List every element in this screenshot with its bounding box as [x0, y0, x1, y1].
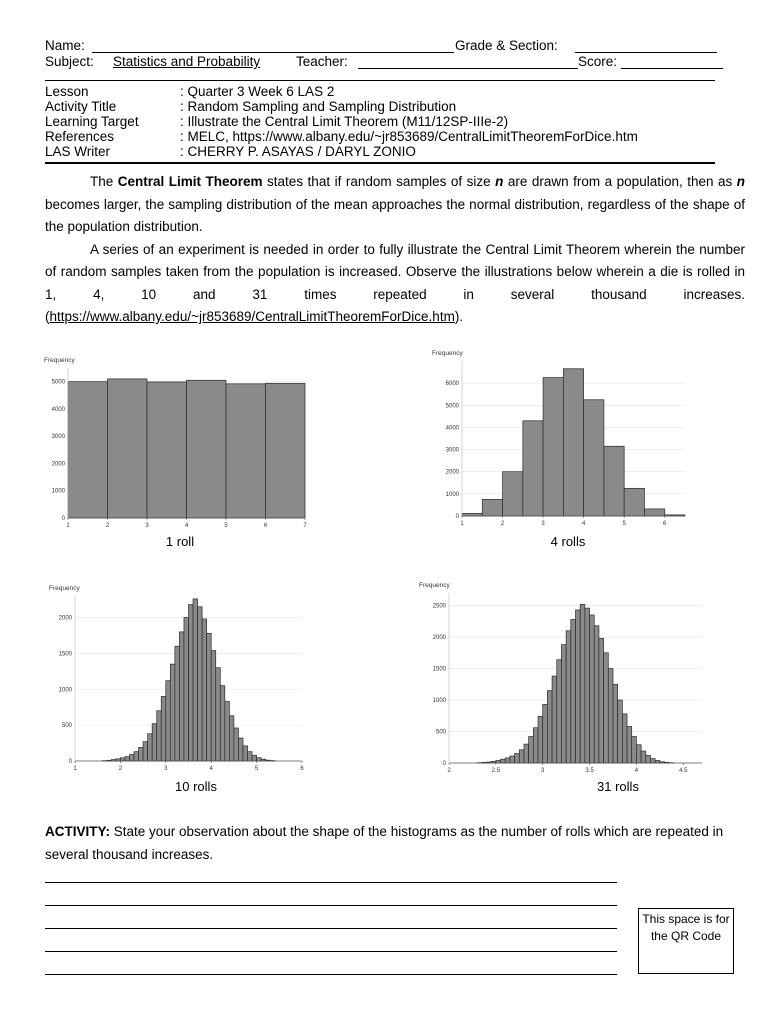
x-tick-label: 2	[500, 521, 505, 527]
histogram-bar	[510, 756, 515, 763]
histogram-bar	[179, 632, 184, 761]
answer-line[interactable]	[45, 951, 617, 952]
histogram-bar	[604, 446, 624, 516]
histogram-bar	[198, 607, 203, 761]
y-axis-label: Frequency	[49, 585, 80, 592]
histogram-bar	[68, 382, 108, 518]
histogram-bar	[503, 472, 523, 516]
info-divider	[45, 162, 715, 164]
histogram-bar	[622, 714, 627, 763]
histogram-4-rolls	[428, 333, 693, 528]
histogram-bar	[152, 724, 157, 761]
x-tick-label: 6	[663, 521, 667, 527]
histogram-bar	[571, 619, 576, 763]
histogram-bar	[257, 758, 262, 761]
score-label: Score:	[578, 54, 618, 69]
y-tick-label: 2000	[432, 635, 446, 642]
grade-label: Grade & Section:	[455, 38, 558, 53]
histogram-bar	[147, 382, 187, 518]
histogram-bar	[252, 755, 257, 761]
y-tick-label: 0	[455, 514, 459, 520]
x-tick-label: 3	[145, 523, 149, 529]
subject-value: Statistics and Probability	[113, 54, 261, 69]
y-tick-label: 4000	[445, 425, 459, 432]
histogram-bar	[220, 686, 225, 761]
histogram-bar	[193, 599, 198, 761]
histogram-bar	[608, 669, 613, 763]
histogram-bar	[538, 716, 543, 763]
y-tick-label: 1000	[51, 488, 65, 495]
y-tick-label: 0	[442, 761, 446, 767]
histogram-bar	[161, 696, 166, 761]
y-tick-label: 3000	[51, 434, 65, 441]
histogram-bar	[533, 728, 538, 763]
histogram-bar	[523, 421, 543, 516]
x-tick-label: 5	[224, 523, 228, 529]
histogram-bar	[482, 499, 502, 516]
histogram-bar	[641, 751, 646, 763]
x-tick-label: 5	[254, 766, 259, 772]
histogram-bar	[120, 758, 125, 761]
x-tick-label: 4.5	[679, 768, 688, 774]
histogram-bar	[184, 618, 189, 761]
histogram-bar	[129, 755, 134, 761]
x-tick-label: 4	[209, 766, 213, 772]
y-tick-label: 2000	[58, 615, 72, 622]
x-tick-label: 4	[634, 768, 639, 774]
answer-line[interactable]	[45, 905, 617, 906]
histogram-bar	[148, 734, 153, 761]
histogram-bar	[644, 509, 664, 516]
histogram-bar	[599, 638, 604, 763]
x-tick-label: 4	[581, 521, 586, 527]
y-tick-label: 5000	[51, 379, 65, 386]
x-tick-label: 6	[263, 523, 268, 529]
subject-label: Subject:	[45, 54, 94, 69]
teacher-line[interactable]	[358, 68, 578, 69]
chart-caption: 1 roll	[165, 534, 195, 549]
histogram-bar	[547, 691, 552, 763]
y-tick-label: 6000	[445, 381, 459, 388]
histogram-bar	[529, 737, 534, 763]
histogram-bar	[157, 711, 162, 761]
x-tick-label: 2.5	[491, 768, 501, 774]
y-axis-label: Frequency	[432, 350, 463, 357]
x-tick-label: 3	[541, 521, 545, 527]
histogram-bar	[143, 742, 148, 761]
histogram-bar	[585, 608, 590, 763]
x-tick-label: 2	[118, 766, 123, 772]
x-tick-label: 2	[105, 523, 110, 529]
chart-caption: 10 rolls	[175, 779, 217, 794]
histogram-bar	[632, 737, 637, 763]
chart-caption: 4 rolls	[550, 534, 586, 549]
histogram-bar	[207, 633, 212, 761]
x-tick-label: 1	[66, 523, 70, 529]
histogram-bar	[243, 746, 248, 761]
histogram-bar	[584, 400, 604, 516]
histogram-bar	[636, 745, 641, 763]
histogram-bar	[166, 681, 171, 761]
y-tick-label: 3000	[445, 447, 459, 454]
y-tick-label: 2000	[445, 469, 459, 476]
histogram-bar	[519, 750, 524, 763]
y-tick-label: 5000	[445, 403, 459, 410]
x-tick-label: 1	[460, 521, 464, 527]
histogram-bar	[604, 653, 609, 763]
y-tick-label: 500	[435, 729, 446, 736]
info-value: : MELC, https://www.albany.edu/~jr853689/CentralLimitTheoremForDice.htm	[180, 129, 638, 144]
histogram-bar	[543, 704, 548, 763]
paragraph-2: A series of an experiment is needed in order to fully illustrate the Central Limit Theorem wherein the number of random samples taken from the population is increased. Observe the illustrations below wherein a die is rolled in 1, 4, 10 and 31 times repeated in several thousand increases. (https://www.albany.edu/~jr853689/CentralLimitTheoremForDice.htm).	[45, 241, 745, 324]
histogram-bar	[189, 605, 194, 761]
info-label: Lesson	[45, 84, 89, 99]
histogram-bar	[226, 384, 266, 518]
histogram-bar	[650, 759, 655, 763]
x-tick-label: 6	[300, 766, 304, 772]
y-tick-label: 1000	[58, 687, 72, 694]
histogram-bar	[139, 747, 144, 761]
histogram-bar	[108, 379, 148, 518]
name-line[interactable]	[92, 52, 454, 53]
name-label: Name:	[45, 38, 85, 53]
histogram-bar	[552, 676, 557, 763]
x-tick-label: 3	[541, 768, 545, 774]
x-tick-label: 7	[303, 523, 307, 529]
score-line[interactable]	[621, 68, 723, 69]
histogram-bar	[175, 646, 180, 761]
histogram-bar	[613, 684, 618, 763]
x-tick-label: 4	[184, 523, 189, 529]
answer-line[interactable]	[45, 928, 617, 929]
grade-line[interactable]	[575, 52, 717, 53]
x-tick-label: 5	[622, 521, 626, 527]
x-tick-label: 2	[447, 768, 451, 774]
histogram-bar	[557, 660, 562, 763]
histogram-bar	[515, 754, 520, 763]
histogram-bar	[590, 615, 595, 763]
info-label: References	[45, 129, 115, 144]
histogram-bar	[505, 758, 510, 763]
x-tick-label: 1	[73, 766, 77, 772]
y-tick-label: 1000	[445, 491, 459, 498]
histogram-bar	[576, 610, 581, 763]
info-value: : Random Sampling and Sampling Distribution	[180, 99, 457, 114]
info-label: LAS Writer	[45, 144, 111, 159]
teacher-label: Teacher:	[296, 54, 348, 69]
histogram-bar	[234, 728, 239, 761]
histogram-bar	[501, 759, 506, 763]
histogram-bar	[624, 488, 644, 516]
histogram-bar	[543, 378, 563, 516]
histogram-bar	[229, 716, 234, 761]
histogram-bar	[618, 700, 623, 763]
info-value: : CHERRY P. ASAYAS / DARYL ZONIO	[180, 144, 416, 159]
histogram-bar	[561, 645, 566, 763]
y-axis-label: Frequency	[44, 357, 75, 364]
paragraph-1: The Central Limit Theorem states that if random samples of size n are drawn from a population, then as n becomes larger, the sampling distribution of the mean approaches the normal distribution, regardless of the shape of the population distribution.	[45, 174, 746, 234]
y-tick-label: 1500	[432, 666, 446, 673]
histogram-bar	[211, 651, 216, 761]
histogram-bar	[266, 383, 306, 518]
activity-prompt: ACTIVITY: State your observation about the shape of the histograms as the number of rolls which are repeated in several thousand increases.	[45, 824, 724, 862]
y-tick-label: 500	[61, 723, 72, 730]
histogram-bar	[225, 701, 230, 761]
histogram-bar	[594, 626, 599, 763]
y-tick-label: 2000	[51, 461, 65, 468]
histogram-10-rolls	[45, 578, 310, 773]
chart-caption: 31 rolls	[597, 779, 639, 794]
info-label: Activity Title	[45, 99, 117, 114]
histogram-bar	[202, 619, 207, 761]
y-tick-label: 2500	[432, 603, 446, 610]
y-tick-label: 0	[68, 759, 72, 765]
info-value: : Quarter 3 Week 6 LAS 2	[180, 84, 335, 99]
activity-label: ACTIVITY:	[45, 824, 110, 839]
histogram-bar	[566, 631, 571, 763]
histogram-bar	[238, 738, 243, 761]
qr-code-placeholder: This space is for the QR Code	[638, 908, 734, 974]
histogram-bar	[187, 380, 227, 518]
histogram-31-rolls	[415, 575, 710, 775]
y-axis-label: Frequency	[419, 582, 450, 589]
histogram-bar	[524, 744, 529, 763]
histogram-bar	[125, 757, 130, 761]
histogram-bar	[646, 755, 651, 763]
answer-line[interactable]	[45, 974, 617, 975]
histogram-bar	[134, 752, 139, 761]
histogram-bar	[580, 604, 585, 763]
body-text	[45, 171, 745, 329]
histogram-bar	[563, 369, 583, 516]
answer-line[interactable]	[45, 882, 617, 883]
header-divider	[45, 80, 715, 81]
y-tick-label: 1000	[432, 698, 446, 705]
x-tick-label: 3	[164, 766, 168, 772]
reference-link[interactable]: https://www.albany.edu/~jr853689/CentralLimitTheoremForDice.htm	[49, 309, 455, 324]
y-tick-label: 4000	[51, 406, 65, 413]
histogram-bar	[170, 664, 175, 761]
histogram-1-roll	[40, 350, 315, 530]
histogram-bar	[216, 668, 221, 761]
info-label: Learning Target	[45, 114, 139, 129]
x-tick-label: 3.5	[585, 768, 594, 774]
histogram-bar	[248, 752, 253, 761]
y-tick-label: 1500	[58, 651, 72, 658]
y-tick-label: 0	[61, 516, 65, 522]
histogram-bar	[627, 726, 632, 763]
info-value: : Illustrate the Central Limit Theorem (M11/12SP-IIIe-2)	[180, 114, 509, 129]
